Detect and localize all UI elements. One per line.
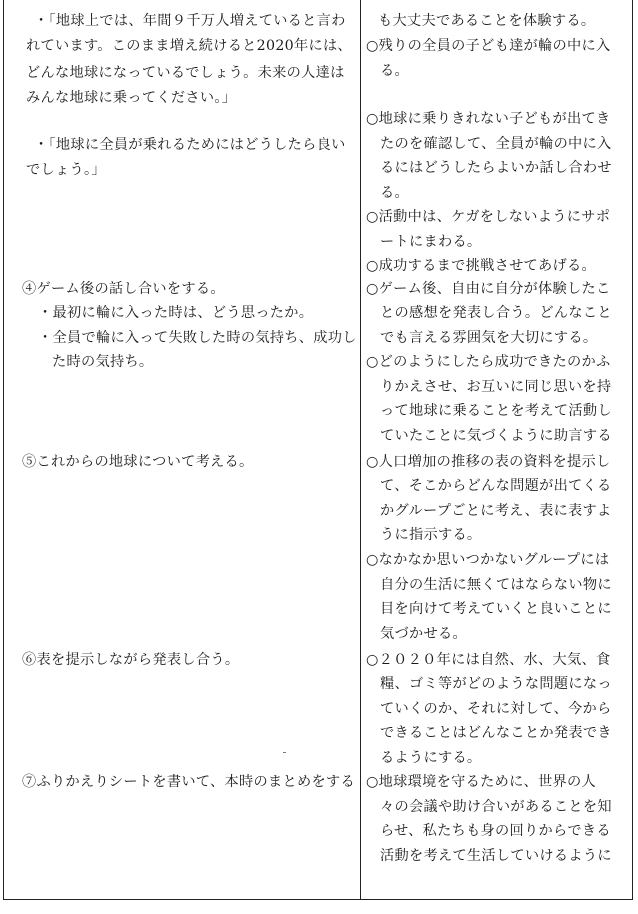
right-r10-line-1: ○２０２０年には自然、水、大気、食 [366,652,611,668]
right-r2-line-2: る。 [380,63,409,79]
right-r11-line-1: ○地球環境を守るために、世界の人 [366,774,596,790]
left-step-4-line-4: た時の気持ち。 [52,354,154,370]
right-r6-line-1: ○ゲーム後、自由に自分が体験したこ [366,281,611,297]
left-q1-line-2: れています。このまま増え続けると2020年には、 [26,38,352,54]
left-step-4-line-3: ・全員で輪に入って失敗した時の気持ち、成功し [38,330,357,346]
right-r8-line-1: ○人口増加の推移の表の資料を提示し [366,454,611,470]
right-r10-line-5: るようにする。 [380,750,482,766]
right-r3-line-1: ○地球に乗りきれない子どもが出てき [366,111,611,127]
right-r9-line-2: 自分の生活に無くてはならない物に [380,577,612,593]
right-r9-line-1: ○なかなか思いつかないグループには [366,552,610,568]
right-r7-line-1: ○どのようにしたら成功できたのかふ [366,354,611,370]
left-q1-line-3: どんな地球になっているでしょう。未来の人達は [26,65,345,81]
scan-speck [283,752,286,753]
right-r4-line-2: ートにまわる。 [380,234,482,250]
left-step-7-heading: ⑦ふりかえりシートを書いて、本時のまとめをする [22,774,355,790]
right-r2-line-1: ○残りの全員の子ども達が輪の中に入 [366,38,611,54]
right-r8-line-3: かグループごとに考え、表に表すよ [380,503,612,519]
right-r5-line-1: ○成功するまで挑戦させてあげる。 [366,258,596,274]
left-q1-line-4: みんな地球に乗ってください。」 [26,90,237,106]
right-border [632,0,633,900]
right-r9-line-3: 目を向けて考えていくと良いことに [380,601,612,617]
bottom-border [3,899,633,900]
left-step-6-heading: ⑥表を提示しながら発表し合う。 [22,652,240,668]
left-q1-line-1: ・「地球上では、年間９千万人増えていると言わ [34,13,346,29]
right-r6-line-3: でも言える雰囲気を大切にする。 [380,330,598,346]
right-r6-line-2: との感想を発表し合う。どんなこと [380,305,612,321]
right-r11-line-2: 々の会議や助け合いがあることを知 [380,799,612,815]
right-r8-line-4: うに指示する。 [380,527,482,543]
right-r10-line-2: 糧、ゴミ等がどのような問題になっ [380,676,612,692]
right-r11-line-4: 活動を考えて生活していけるように [380,848,612,864]
right-r7-line-2: りかえさせ、お互いに同じ思いを持 [380,379,612,395]
right-r7-line-3: って地球に乗ることを考えて活動し [380,403,612,419]
right-r4-line-1: ○活動中は、ケガをしないようにサポ [366,209,611,225]
left-q2-line-2: でしょう。」 [26,162,106,178]
right-r9-line-4: 気づかせる。 [380,626,467,642]
right-r10-line-4: できることはどんなことか発表でき [380,725,612,741]
right-r3-line-3: るにはどうしたらよいか話し合わせ [380,160,612,176]
right-r11-line-3: らせ、私たちも身の回りからできる [380,823,611,839]
right-r7-line-4: ていたことに気づくように助言する [380,428,612,444]
right-r10-line-3: ていくのか、それに対して、今から [380,701,612,717]
right-r1-line-1: も大丈夫であることを体験する。 [378,13,596,29]
left-step-4-heading: ④ゲーム後の話し合いをする。 [22,281,225,297]
right-r3-line-2: たのを確認して、全員が輪の中に入 [380,136,612,152]
column-divider [360,0,361,900]
left-q2-line-1: ・「地球に全員が乗れるためにはどうしたら良い [34,137,346,153]
left-step-4-line-2: ・最初に輪に入った時は、どう思ったか。 [38,305,314,321]
right-r3-line-4: る。 [380,185,409,201]
right-r8-line-2: て、そこからどんな問題が出てくる [380,478,612,494]
left-step-5-heading: ⑤これからの地球について考える。 [22,454,254,470]
left-border [3,0,4,900]
